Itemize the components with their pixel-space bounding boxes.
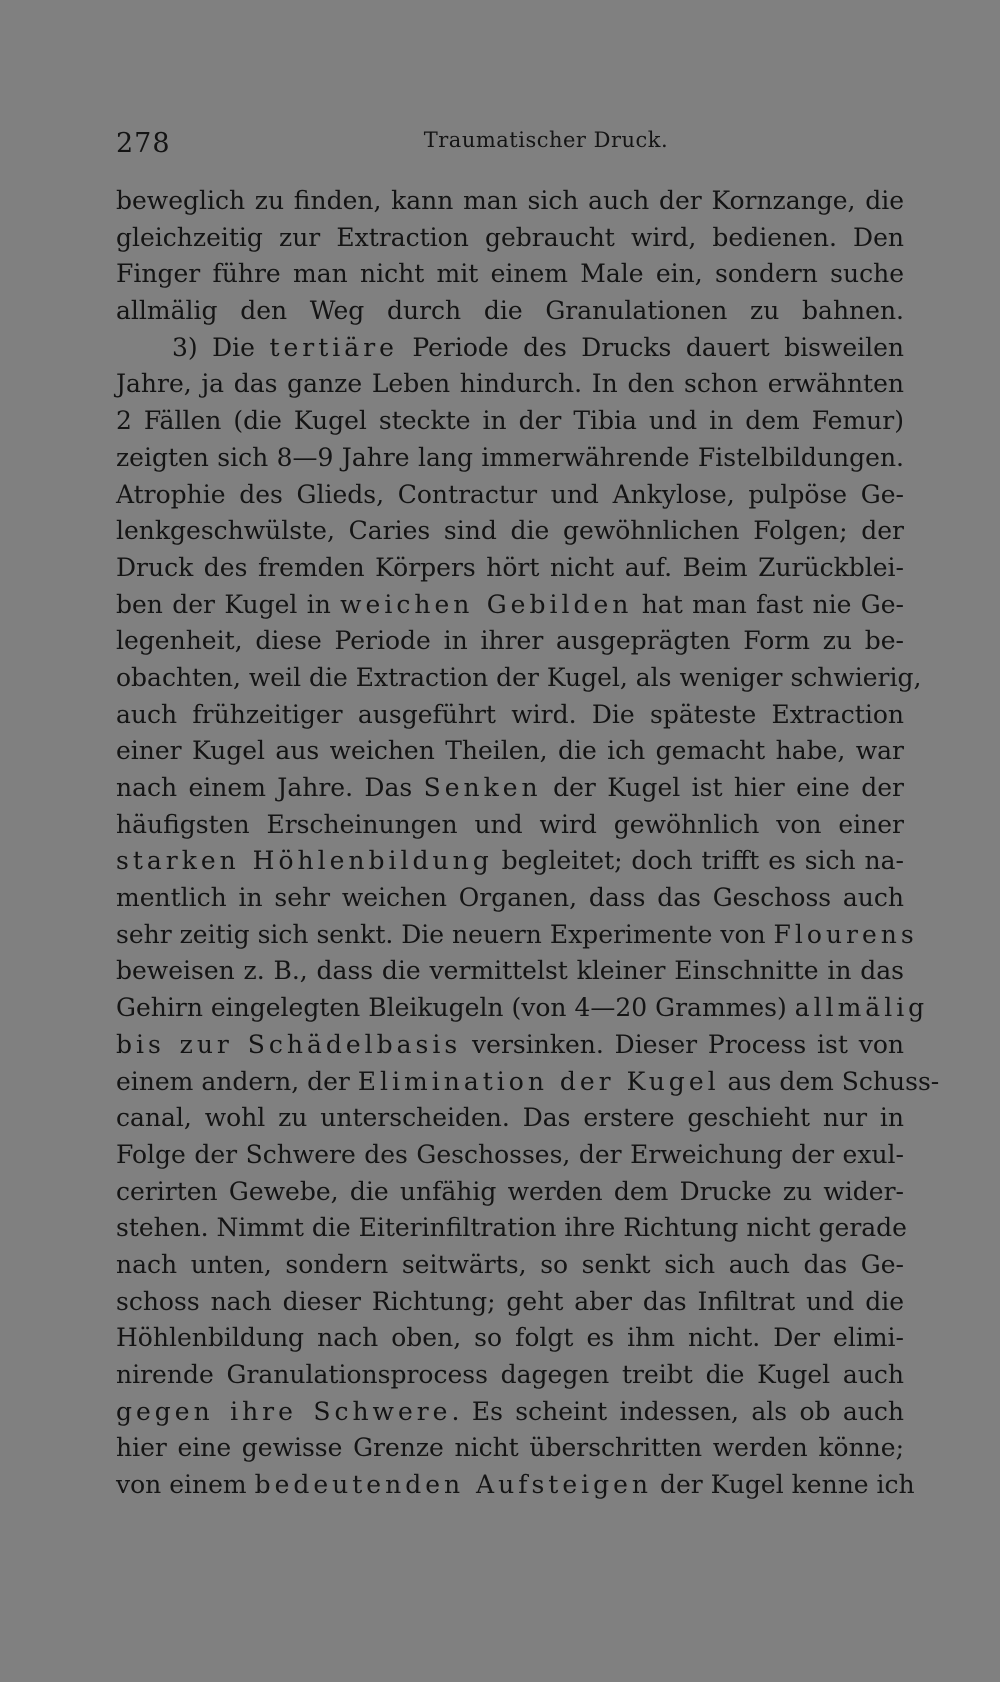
text-line <box>116 587 904 624</box>
spaced-emphasis: gegen ihre Schwere <box>116 1396 452 1426</box>
text-segment: ben der Kugel in <box>116 589 341 619</box>
text-segment: einem andern, der <box>116 1066 358 1096</box>
text-line: hier eine gewisse Grenze nicht überschritten werden könne; <box>116 1433 904 1463</box>
spaced-emphasis: bedeutenden Aufsteigen <box>254 1470 653 1500</box>
text-line <box>116 1064 940 1101</box>
text-segment: Periode des Drucks dauert bisweilen <box>397 332 905 362</box>
spaced-emphasis: starken Höhlenbildung <box>116 846 493 876</box>
text-line: auch frühzeitiger ausgeführt wird. Die späteste Extraction <box>116 699 904 729</box>
text-line: schoss nach dieser Richtung; geht aber das Infiltrat und die <box>116 1286 904 1316</box>
spaced-emphasis: allmälig <box>794 993 929 1023</box>
text-segment: . Es scheint indessen, als ob auch <box>451 1396 904 1426</box>
text-line <box>116 770 904 807</box>
text-segment: von einem <box>116 1470 255 1500</box>
text-line <box>116 330 904 367</box>
text-line: cerirten Gewebe, die unfähig werden dem Drucke zu wider- <box>116 1176 904 1206</box>
text-segment: 3) Die <box>172 332 270 362</box>
text-segment: der Kugel ist hier eine der <box>541 773 904 802</box>
text-line <box>116 1027 904 1064</box>
text-line: Druck des fremden Körpers hört nicht auf. Beim Zurückblei- <box>116 552 904 582</box>
spaced-emphasis: Senken <box>423 773 542 802</box>
text-line: gleichzeitig zur Extraction gebraucht wird, bedienen. Den <box>116 222 904 252</box>
text-line: allmälig den Weg durch die Granulationen zu bahnen. <box>116 296 904 326</box>
text-line: nach unten, sondern seitwärts, so senkt sich auch das Ge- <box>116 1249 904 1279</box>
spaced-emphasis: Elimination der Kugel <box>357 1066 720 1096</box>
spaced-emphasis: bis zur Schädelbasis <box>116 1029 462 1059</box>
text-line: obachten, weil die Extraction der Kugel, als weniger schwierig, <box>116 662 922 692</box>
text-line: beweisen z. B., dass die vermittelst kleiner Einschnitte in das <box>116 956 904 986</box>
text-line: Atrophie des Glieds, Contractur und Ankylose, pulpöse Ge- <box>116 479 904 509</box>
text-line: lenkgeschwülste, Caries sind die gewöhnlichen Folgen; der <box>116 516 904 546</box>
text-line: Jahre, ja das ganze Leben hindurch. In den schon erwähnten <box>116 369 904 399</box>
spaced-emphasis: tertiäre <box>269 332 398 362</box>
text-line <box>116 990 929 1027</box>
text-line: Folge der Schwere des Geschosses, der Erweichung der exul- <box>116 1139 904 1169</box>
page-number: 278 <box>116 128 171 159</box>
text-line: nirende Granulationsprocess dagegen treibt die Kugel auch <box>116 1360 904 1389</box>
text-line <box>116 1467 915 1504</box>
text-line: mentlich in sehr weichen Organen, dass das Geschoss auch <box>116 883 904 913</box>
running-head <box>116 128 902 168</box>
text-segment: versinken. Dieser Process ist von <box>461 1029 905 1059</box>
text-line <box>116 843 904 880</box>
text-segment: hat man fast nie Ge- <box>632 589 904 619</box>
text-segment: begleitet; doch trifft es sich na- <box>492 846 904 876</box>
text-line: häufigsten Erscheinungen und wird gewöhnlich von einer <box>116 809 904 839</box>
spaced-emphasis: Flourens <box>773 919 918 949</box>
text-line: Finger führe man nicht mit einem Male ein, sondern suche <box>116 259 904 289</box>
text-line: Höhlenbildung nach oben, so folgt es ihm nicht. Der elimi- <box>116 1323 904 1353</box>
text-line <box>116 1394 904 1431</box>
text-segment: nach einem Jahre. Das <box>116 773 424 802</box>
running-title: Traumatischer Druck. <box>423 128 669 152</box>
text-line: 2 Fällen (die Kugel steckte in der Tibia und in dem Femur) <box>116 406 904 436</box>
body-text <box>116 183 940 1504</box>
text-segment: der Kugel kenne ich <box>652 1470 915 1500</box>
text-line <box>116 917 918 954</box>
text-line: canal, wohl zu unterscheiden. Das erstere geschieht nur in <box>116 1103 904 1133</box>
text-line: beweglich zu finden, kann man sich auch der Kornzange, die <box>116 186 904 215</box>
spaced-emphasis: weichen Gebilden <box>340 589 633 619</box>
text-segment: aus dem Schuss- <box>719 1066 940 1096</box>
text-line: zeigten sich 8—9 Jahre lang immerwährende Fistelbildungen. <box>116 442 904 472</box>
text-segment: sehr zeitig sich senkt. Die neuern Experimente von <box>116 919 774 949</box>
text-line: stehen. Nimmt die Eiterinfiltration ihre Richtung nicht gerade <box>116 1213 907 1243</box>
text-line: legenheit, diese Periode in ihrer ausgeprägten Form zu be- <box>116 626 904 656</box>
text-segment: Gehirn eingelegten Bleikugeln (von 4—20 Grammes) <box>116 993 795 1023</box>
text-line: einer Kugel aus weichen Theilen, die ich gemacht habe, war <box>116 736 904 766</box>
